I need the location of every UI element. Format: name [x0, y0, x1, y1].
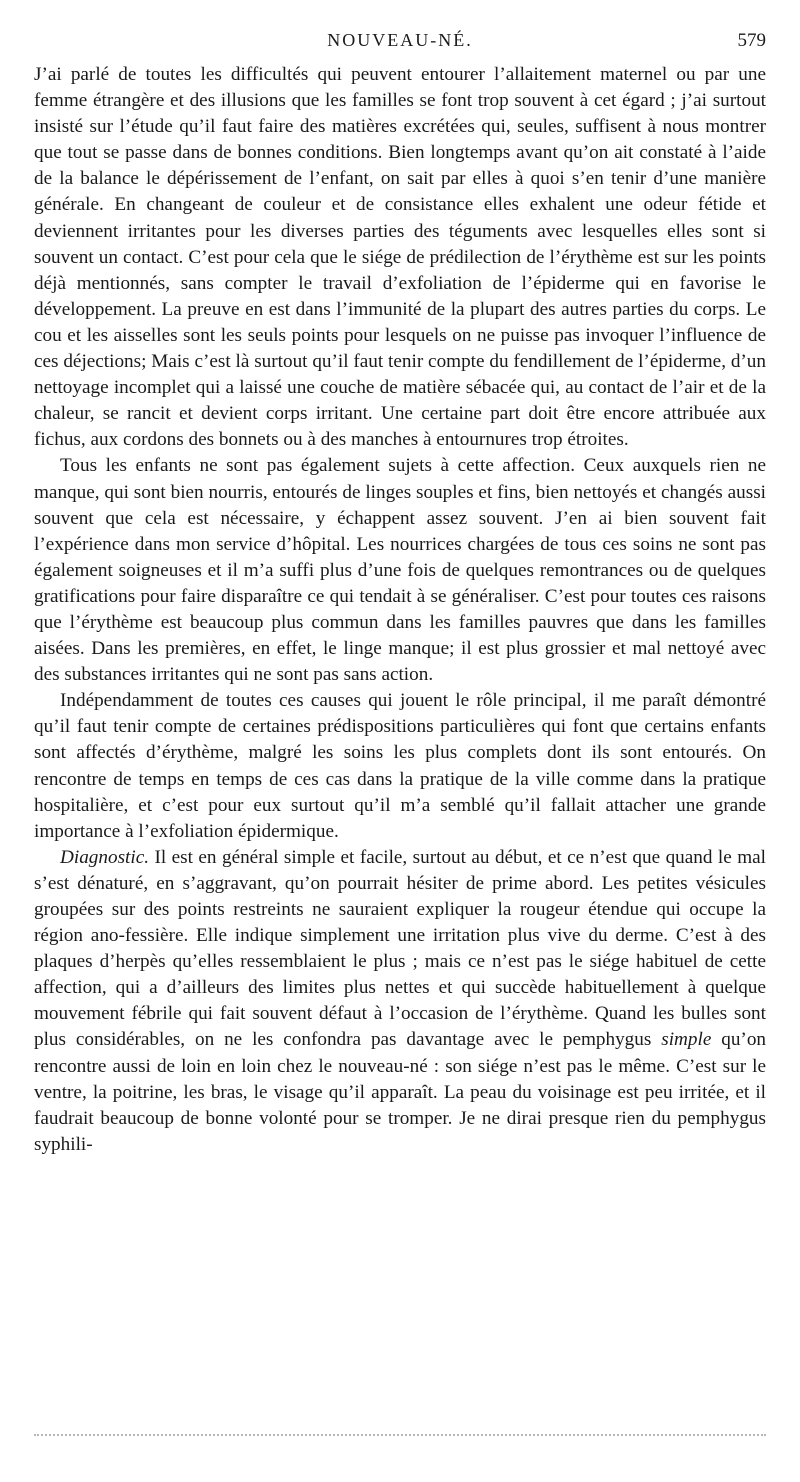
paragraph-2: Tous les enfants ne sont pas également sujets à cette affection. Ceux auxquels rien ne manque, qui sont bien nourris, entourés de linges souples et fins, bien nettoyés et changés aussi souvent que cela est nécessaire, y échappent assez souvent. J’en ai bien souvent fait l’expérience dans mon service d’hôpital. Les nourrices chargées de tous ces soins ne sont pas également soigneuses et il m’a suffi plus d’une fois de quelques remontrances ou de quelques gratifications pour faire disparaître ce qui tendait à se généraliser. C’est pour toutes ces raisons que l’érythème est beaucoup plus commun dans les familles pauvres que dans les familles aisées. Dans les premières, en effet, le linge manque; il est plus grossier et mal nettoyé avec des substances irritantes qui ne sont pas sans action.: [34, 455, 766, 686]
paragraph-3: Indépendamment de toutes ces causes qui jouent le rôle principal, il me paraît démontré qu’il faut tenir compte de certaines prédispositions particulières qui font que certains enfants sont affectés d’érythème, malgré les soins les plus complets dont ils sont entourés. On rencontre de temps en temps de ces cas dans la pratique de la ville comme dans la pratique hospitalière, et c’est pour eux surtout qu’il m’a semblé qu’il fallait attacher une grande importance à l’exfoliation épidermique.: [34, 690, 766, 842]
italic-simple: simple: [661, 1029, 712, 1051]
diagnostic-text-b: qu’on rencontre aussi de loin en loin chez le nouveau-né : son siége n’est pas le même. C’est sur le ventre, la poitrine, les bras, le visage qu’il apparaît. La peau du voisinage est peu irritée, et il faudrait beaucoup de bonne volonté pour se tromper. Je ne dirai presque rien du pemphygus syphili-: [34, 1029, 767, 1155]
paragraph-diagnostic: [34, 845, 766, 1158]
running-head: [34, 30, 766, 58]
diagnostic-heading: Diagnostic.: [60, 846, 150, 868]
footer-rule: [34, 1434, 766, 1436]
diagnostic-text-a: Il est en général simple et facile, surtout au début, et ce n’est que quand le mal s’est dénaturé, en s’aggravant, qu’on pourrait hésiter de prime abord. Les petites vésicules groupées sur des points restreints ne sauraient expliquer la rougeur étendue qui occupe la région ano-fessière. Elle indique simplement une irritation plus vive du derme. C’est à des plaques d’herpès qu’elles ressemblaient le plus ; mais ce n’est pas le siége habituel de cette affection, qui a d’ailleurs des limites plus nettes et qui succède habituellement à quelque mouvement fébrile qui fait souvent défaut à l’occasion de l’érythème. Quand les bulles sont plus considérables, on ne les confondra pas davantage avec le pemphygus: [34, 846, 766, 1051]
paragraph-1: J’ai parlé de toutes les difficultés qui peuvent entourer l’allaitement maternel ou par une femme étrangère et des illusions que les familles se font trop souvent à cet égard ; j’ai surtout insisté sur l’étude qu’il faut faire des matières excrétées qui, seules, suffisent à nous montrer que tout se passe dans de bonnes conditions. Bien longtemps avant qu’on ait constaté à l’aide de la balance le dépérissement de l’enfant, on sait par elles à quoi s’en tenir d’une manière générale. En changeant de couleur et de consistance elles exhalent une odeur fétide et deviennent irritantes pour les diverses parties des téguments avec lesquelles elles sont si souvent un contact. C’est pour cela que le siége de prédilection de l’érythème est sur les points déjà mentionnés, sans compter le travail d’exfoliation de l’épiderme qui en favorise le développement. La preuve en est dans l’immunité de la plupart des autres parties du corps. Le cou et les aisselles sont les seuls points pour lesquels on ne puisse pas invoquer l’influence de ces déjections; Mais c’est là surtout qu’il faut tenir compte du fendillement de l’épiderme, d’un nettoyage incomplet qui a laissé une couche de matière sébacée qui, au contact de l’air et de la chaleur, se rancit et devient corps irritant. Une certaine part doit être encore attribuée aux fichus, aux cordons des bonnets ou à des manches à entournures trop étroites.: [34, 64, 766, 451]
running-title: NOUVEAU-NÉ.: [327, 30, 473, 50]
page: [34, 0, 766, 1482]
page-number: 579: [737, 30, 766, 51]
body-text: [34, 62, 766, 1158]
